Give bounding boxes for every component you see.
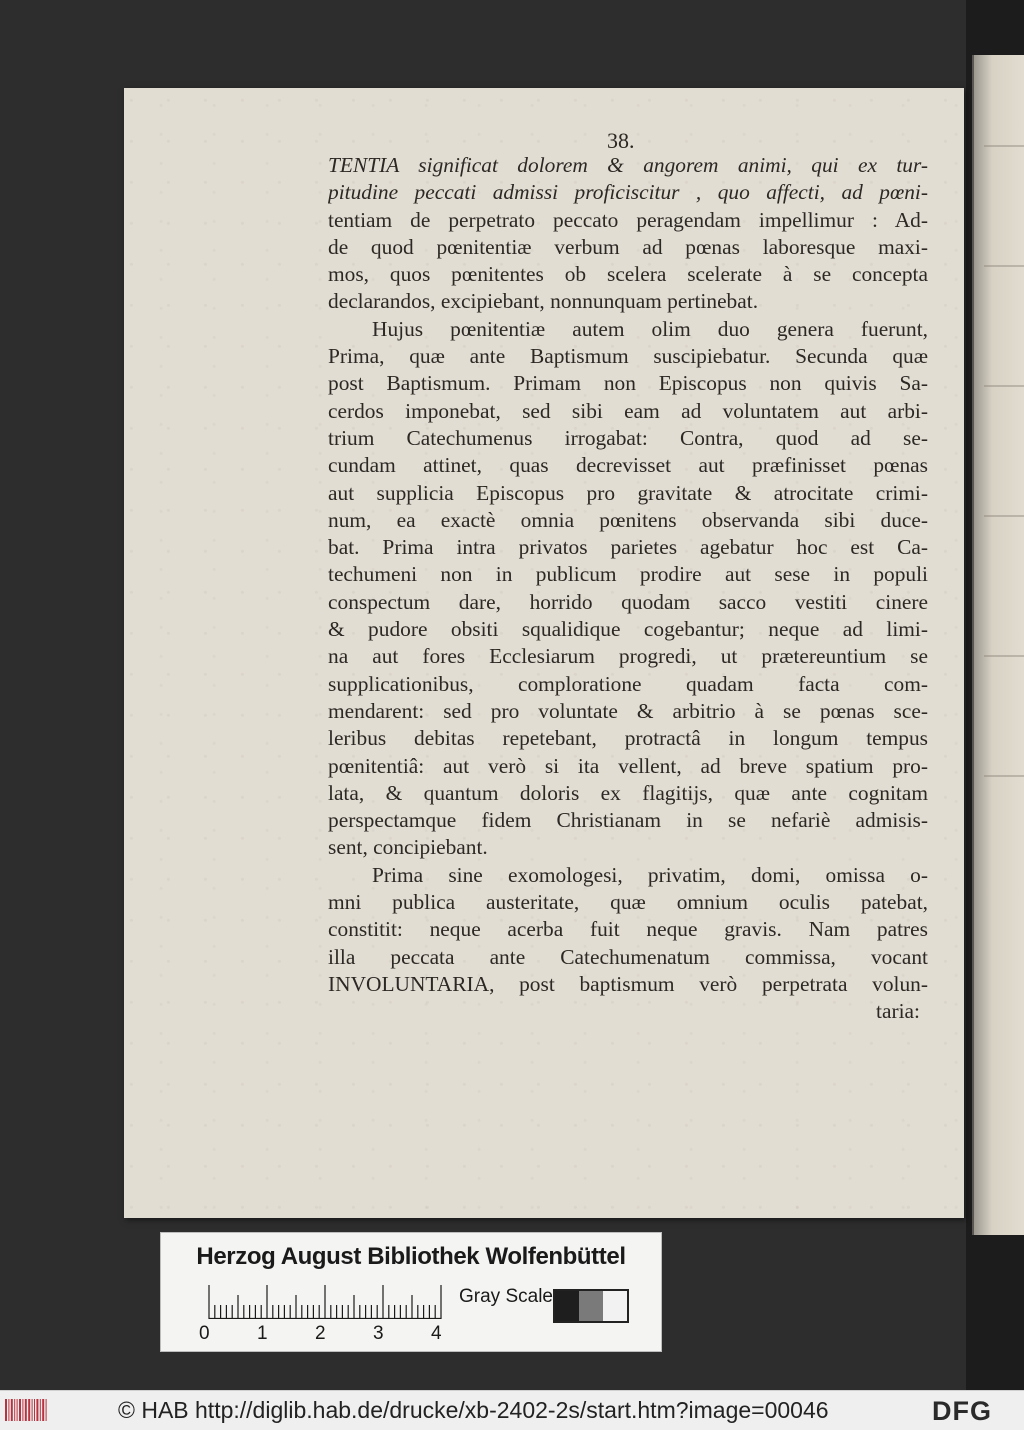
barcode-bar <box>36 1399 38 1421</box>
text-line: post Baptismum. Primam non Episcopus non quivis Sa- <box>328 371 928 396</box>
ruler-scale <box>207 1285 445 1319</box>
source-link[interactable]: © HAB http://diglib.hab.de/drucke/xb-2402-2s/start.htm?image=00046 <box>118 1397 829 1423</box>
ruler-number: 3 <box>373 1323 384 1344</box>
text-line: illa peccata ante Catechumenatum commissa, vocant <box>328 944 928 969</box>
grayscale-swatch <box>553 1289 629 1323</box>
text-line: na aut fores Ecclesiarum progredi, ut prætereuntium se <box>328 644 928 669</box>
swatch-white <box>603 1291 627 1321</box>
text-line: conspectum dare, horrido quodam sacco vestiti cinere <box>328 589 928 614</box>
barcode-bar <box>46 1399 47 1421</box>
library-name: Herzog August Bibliothek Wolfenbüttel <box>196 1243 626 1270</box>
barcode-bar <box>11 1399 13 1421</box>
swatch-gray <box>579 1291 603 1321</box>
text-line: supplicationibus, comploratione quadam facta com- <box>328 671 928 696</box>
text-line: de quod pœnitentiæ verbum ad pœnas laboresque maxi- <box>328 234 928 259</box>
text-line: INVOLUNTARIA, post baptismum verò perpetrata volun- <box>328 971 928 996</box>
text-line: declarandos, excipiebant, nonnunquam pertinebat. <box>328 289 759 314</box>
barcode-bar <box>40 1399 41 1421</box>
text-line: leribus debitas repetebant, protractâ in longum tempus <box>328 726 928 751</box>
ruler-numbers <box>199 1323 449 1345</box>
text-line: Hujus pœnitentiæ autem olim duo genera fuerunt, <box>372 316 928 341</box>
barcode-bar <box>14 1399 15 1421</box>
ruler-number: 2 <box>315 1323 326 1344</box>
barcode-bar <box>5 1399 7 1421</box>
text-line: pitudine peccati admissi proficiscitur , quo affecti, ad pœni- <box>328 180 928 205</box>
text-line: trium Catechumenus irrogabat: Contra, quod ad se- <box>328 425 928 450</box>
text-line: num, ea exactè omnia pœnitens observanda sibi duce- <box>328 507 928 532</box>
text-line: Prima, quæ ante Baptismum suscipiebatur. Secunda quæ <box>328 344 928 369</box>
page-number: 38. <box>607 128 635 153</box>
ruler-number: 0 <box>199 1323 210 1344</box>
grayscale-label: Gray Scale <box>459 1286 553 1307</box>
text-line: mos, quos pœnitentes ob scelera scelerate à se concepta <box>328 262 928 287</box>
adjacent-page-edge <box>972 55 1024 1235</box>
barcode-bar <box>19 1399 21 1421</box>
ruler-number: 1 <box>257 1323 268 1344</box>
text-line: & pudore obsiti squalidique cogebantur; neque ad limi- <box>328 617 928 642</box>
text-line: constitit: neque acerba fuit neque gravis. Nam patres <box>328 917 928 942</box>
barcode-bar <box>32 1399 33 1421</box>
barcode-bar <box>42 1399 44 1421</box>
barcode-bar <box>8 1399 9 1421</box>
text-line: perspectamque fidem Christianam in se nefariè admisis- <box>328 808 928 833</box>
text-line: aut supplicia Episcopus pro gravitate & atrocitate crimi- <box>328 480 928 505</box>
text-line: mendarent: sed pro voluntate & arbitrio à se pœnas sce- <box>328 698 928 723</box>
text-line: pœnitentiâ: aut verò si ita vellent, ad breve spatium pro- <box>328 753 928 778</box>
dfg-logo: DFG <box>932 1396 992 1426</box>
barcode-bar <box>17 1399 18 1421</box>
text-line: taria: <box>876 999 920 1024</box>
library-color-target <box>160 1232 662 1352</box>
text-line: cundam attinet, quas decrevisset aut præfinisset pœnas <box>328 453 928 478</box>
text-line: mni publica austeritate, quæ omnium oculis patebat, <box>328 890 928 915</box>
text-line: techumeni non in publicum prodire aut sese in populi <box>328 562 928 587</box>
barcode-bar <box>34 1399 35 1421</box>
swatch-black <box>555 1291 579 1321</box>
footer-bar <box>0 1390 1024 1430</box>
text-line: bat. Prima intra privatos parietes agebatur hoc est Ca- <box>328 535 928 560</box>
barcode-bar <box>25 1399 27 1421</box>
barcode-bar <box>28 1399 30 1421</box>
text-line: sent, concipiebant. <box>328 835 488 860</box>
text-line: tentiam de perpetrato peccato peragendam impellimur : Ad- <box>328 207 928 232</box>
text-line: TENTIA significat dolorem & angorem animi, qui ex tur- <box>328 153 928 177</box>
page-text <box>328 152 928 1026</box>
text-line: Prima sine exomologesi, privatim, domi, omissa o- <box>372 862 928 887</box>
text-line: cerdos imponebat, sed sibi eam ad voluntatem aut arbi- <box>328 398 928 423</box>
barcode-bar <box>22 1399 23 1421</box>
text-line: lata, & quantum doloris ex flagitijs, quæ ante cognitam <box>328 780 928 805</box>
ruler-number: 4 <box>431 1323 442 1344</box>
barcode-icon <box>4 1397 48 1423</box>
